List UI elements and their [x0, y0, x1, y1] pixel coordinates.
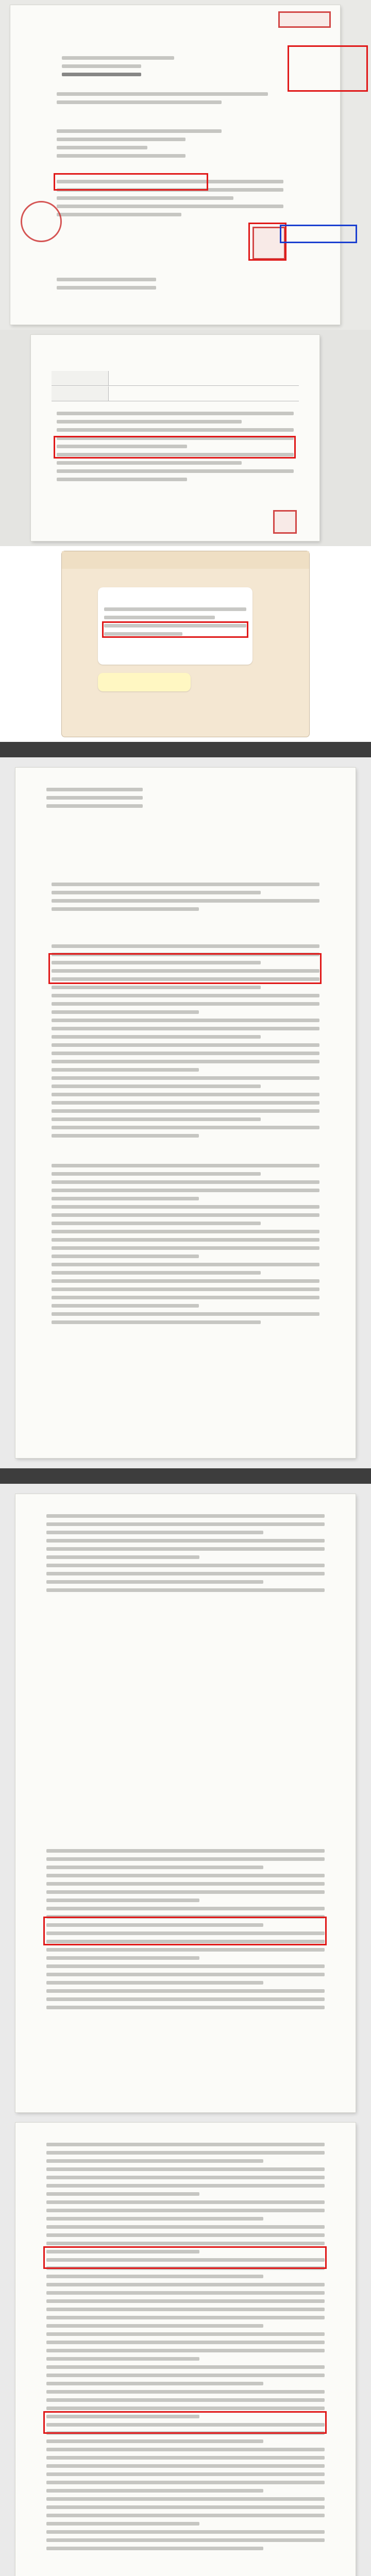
sms-header [62, 551, 309, 569]
brief-page-2 [15, 2123, 356, 2576]
intro-paragraph [57, 88, 268, 109]
sms-highlight [102, 621, 248, 638]
complaint-lines-lower [52, 1159, 319, 1329]
court-reply-section [0, 0, 371, 330]
banner-2 [0, 1468, 371, 1484]
sms-section [0, 546, 371, 742]
sms-phone [62, 551, 309, 737]
notice-highlight [54, 436, 296, 459]
brief-page-1-top-lines [46, 1510, 325, 1597]
brief-highlight-2 [43, 2246, 327, 2269]
case-header-lines [62, 52, 206, 81]
banner-1 [0, 742, 371, 757]
brief-page-1 [15, 1494, 356, 2112]
red-stamp-top [278, 11, 331, 28]
complaint-section [0, 757, 371, 1468]
highlight-box-section2 [54, 173, 208, 191]
callout-box-right-top [288, 45, 368, 92]
notice-row-subject [52, 386, 299, 401]
brief-highlight-3 [43, 2411, 327, 2434]
brief-section [0, 1484, 371, 2576]
footer-lines [57, 273, 237, 294]
sms-bubble [98, 587, 252, 665]
complaint-highlight-1 [48, 953, 322, 984]
complaint-paper-1 [15, 768, 356, 1458]
claim-lines [52, 878, 319, 916]
round-seal-left [21, 201, 62, 242]
notice-row-recipient [52, 371, 299, 386]
sms-bubble-second [98, 673, 191, 691]
brief-page-2-body [46, 2138, 325, 2555]
callout-box-seal-label [280, 225, 357, 243]
notice-paper [31, 335, 319, 541]
brief-highlight-1 [43, 1917, 327, 1945]
complaint-parties [46, 783, 222, 812]
notice-seal [273, 510, 297, 534]
notice-section [0, 330, 371, 546]
section1-lines [57, 125, 222, 162]
